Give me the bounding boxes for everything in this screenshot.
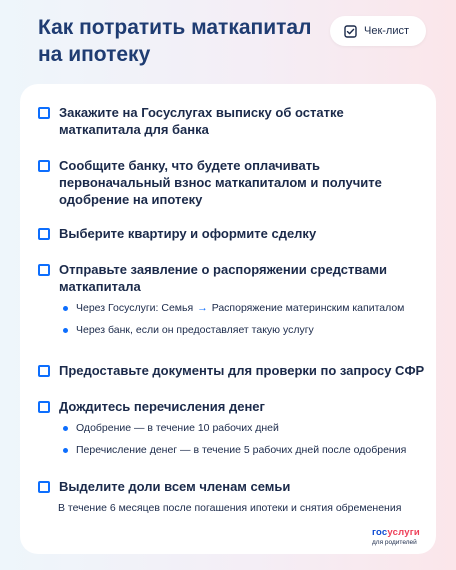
item-note: В течение 6 месяцев после погашения ипотеки и снятия обременения — [58, 502, 402, 514]
checkbox[interactable] — [38, 228, 50, 240]
sub-item: Через банк, если он предоставляет такую услугу — [63, 323, 428, 337]
checkbox[interactable] — [38, 107, 50, 119]
checkbox[interactable] — [38, 401, 50, 413]
sub-item: Одобрение — в течение 10 рабочих дней — [63, 421, 428, 435]
checklist-card — [20, 84, 436, 554]
list-item — [38, 362, 428, 379]
item-label: Предоставьте документы для проверки по запросу СФР — [59, 363, 425, 378]
item-label: Отправьте заявление о распоряжении средствами маткапитала — [59, 262, 388, 294]
sub-item: Через Госуслуги: Семья → Распоряжение материнским капиталом — [63, 301, 428, 315]
list-item — [38, 157, 428, 208]
checklist-badge — [330, 16, 426, 46]
gosuslugi-logo: госуслуги для родителей — [372, 527, 420, 546]
list-item — [38, 398, 428, 457]
bullet-icon — [63, 448, 68, 453]
checkbox[interactable] — [38, 365, 50, 377]
checkbox[interactable] — [38, 264, 50, 276]
item-label: Выберите квартиру и оформите сделку — [59, 226, 317, 241]
badge-label: Чек-лист — [364, 25, 410, 37]
item-label: Сообщите банку, что будете оплачивать первоначальный взнос маткапиталом и получите одобрение на ипотеку — [59, 158, 382, 207]
checkbox[interactable] — [38, 160, 50, 172]
sub-item: Перечисление денег — в течение 5 рабочих дней после одобрения — [63, 443, 428, 457]
checkbox[interactable] — [38, 481, 50, 493]
header — [0, 0, 456, 84]
list-item — [38, 261, 428, 337]
arrow-right-icon: → — [197, 302, 208, 314]
item-label: Выделите доли всем членам семьи — [59, 479, 291, 494]
list-item — [38, 478, 428, 515]
list-item — [38, 225, 428, 242]
bullet-icon — [63, 306, 68, 311]
bullet-icon — [63, 426, 68, 431]
item-label: Дождитесь перечисления денег — [59, 399, 265, 414]
page-title: Как потратить маткапитал на ипотеку — [38, 16, 312, 66]
bullet-icon — [63, 328, 68, 333]
list-item — [38, 104, 428, 138]
checkbox-checked-icon — [344, 25, 357, 38]
item-label: Закажите на Госуслугах выписку об остатке маткапитала для банка — [59, 105, 344, 137]
